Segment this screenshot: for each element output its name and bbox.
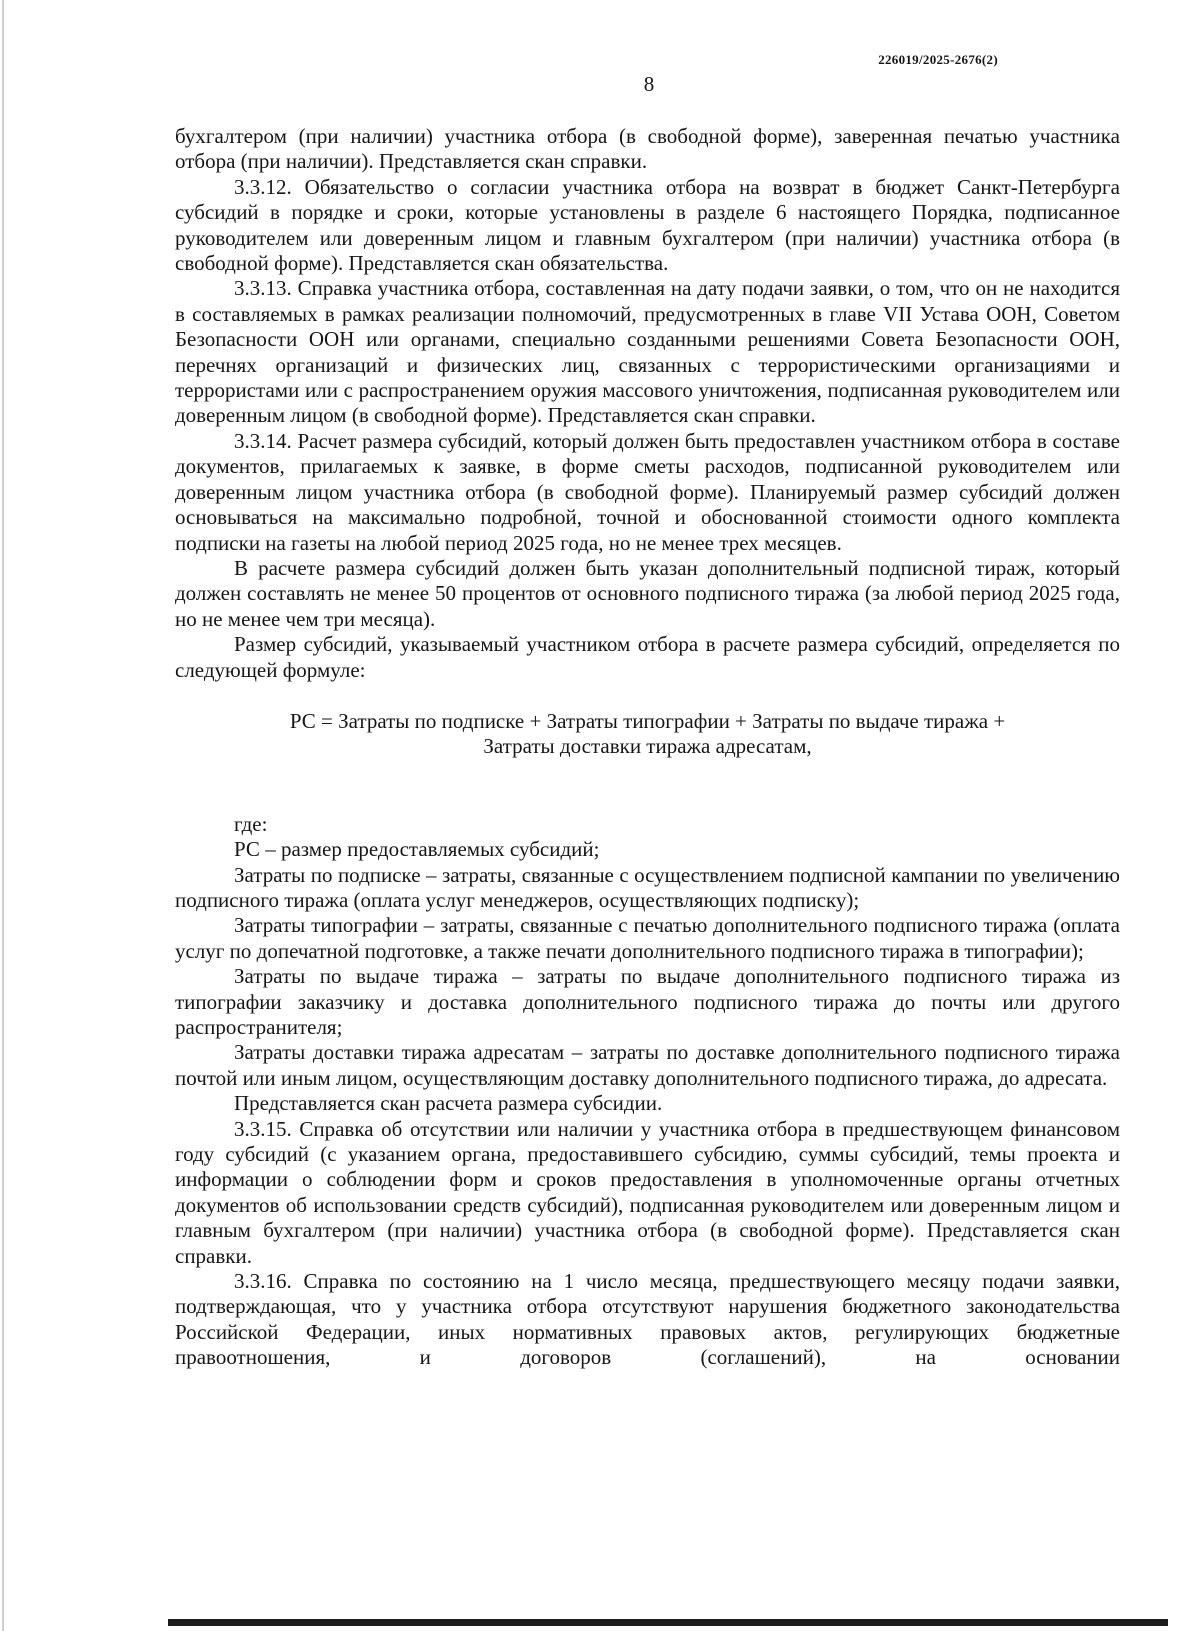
- subsidy-formula: [175, 709, 1120, 760]
- scan-bottom-border: [168, 1619, 1168, 1626]
- paragraph-3-3-13: 3.3.13. Справка участника отбора, составленная на дату подачи заявки, о том, что он не находится в составляемых в рамках реализации полномочий, предусмотренных в главе VII Устава ООН, Советом Безопасности ООН или органами, специально созданными решениями Совета Безопасности ООН, перечнях организаций и физических лиц, связанных с террористическими организациями и террористами или с распространением оружия массового уничтожения, подписанная руководителем или доверенным лицом (в свободной форме). Представляется скан справки.: [175, 276, 1120, 428]
- document-body: [175, 124, 1120, 1371]
- paragraph-3-3-12: 3.3.12. Обязательство о согласии участника отбора на возврат в бюджет Санкт-Петербурга субсидий в порядке и сроки, которые установлены в разделе 6 настоящего Порядка, подписанное руководителем или доверенным лицом и главным бухгалтером (при наличии) участника отбора (в свободной форме). Представляется скан обязательства.: [175, 174, 1120, 276]
- paragraph-3-3-14: 3.3.14. Расчет размера субсидий, который должен быть предоставлен участником отбора в составе документов, прилагаемых к заявке, в форме сметы расходов, подписанной руководителем или доверенным лицом участника отбора (в свободной форме). Планируемый размер субсидий должен основываться на максимально подробной, точной и обоснованной стоимости одного комплекта подписки на газеты на любой период 2025 года, но не менее трех месяцев.: [175, 428, 1120, 555]
- document-registration-number: 226019/2025-2676(2): [878, 52, 998, 67]
- paragraph-additional-circulation: В расчете размера субсидий должен быть указан дополнительный подписной тираж, который должен составлять не менее 50 процентов от основного подписного тиража (за любой период 2025 года, но не менее чем три месяца).: [175, 555, 1120, 631]
- paragraph-3-3-15: 3.3.15. Справка об отсутствии или наличии у участника отбора в предшествующем финансовом году субсидий (с указанием органа, предоставившего субсидию, суммы субсидий, темы проекта и информации о соблюдении форм и сроков предоставления в уполномоченные органы отчетных документов об использовании средств субсидий), подписанная руководителем или доверенным лицом и главным бухгалтером (при наличии) участника отбора (в свободной форме). Представляется скан справки.: [175, 1116, 1120, 1268]
- definition-printing-costs: Затраты типографии – затраты, связанные с печатью дополнительного подписного тиража (оплата услуг по допечатной подготовке, а также печати дополнительного подписного тиража в типографии);: [175, 913, 1120, 963]
- scan-edge-line: [2, 0, 4, 1631]
- paragraph-scan-calculation: Представляется скан расчета размера субсидии.: [234, 1091, 663, 1116]
- paragraph-continuation: бухгалтером (при наличии) участника отбора (в свободной форме), заверенная печатью участника отбора (при наличии). Представляется скан справки.: [175, 124, 1120, 174]
- definition-issue-costs: Затраты по выдаче тиража – затраты по выдаче дополнительного подписного тиража из типографии заказчику и доставка дополнительного подписного тиража до почты или другого распространителя;: [175, 964, 1120, 1039]
- definition-delivery-costs: Затраты доставки тиража адресатам – затраты по доставке дополнительного подписного тиража почтой или иным лицом, осуществляющим доставку дополнительного подписного тиража, до адресата.: [175, 1040, 1120, 1090]
- definition-rs: РС – размер предоставляемых субсидий;: [234, 837, 600, 862]
- definition-subscription-costs: Затраты по подписке – затраты, связанные с осуществлением подписной кампании по увеличению подписного тиража (оплата услуг менеджеров, осуществляющих подписку);: [175, 862, 1120, 912]
- page-number: 8: [643, 72, 655, 96]
- paragraph-where: где:: [234, 811, 268, 836]
- paragraph-formula-intro: Размер субсидий, указываемый участником отбора в расчете размера субсидий, определяется по следующей формуле:: [175, 632, 1120, 682]
- formula-line-1: РС = Затраты по подписке + Затраты типографии + Затраты по выдаче тиража +: [289, 708, 1006, 733]
- paragraph-3-3-16: 3.3.16. Справка по состоянию на 1 число месяца, предшествующего месяцу подачи заявки, подтверждающая, что у участника отбора отсутствуют нарушения бюджетного законодательства Российской Федерации, иных нормативных правовых актов, регулирующих бюджетные правоотношения, и договоров (соглашений), на основании: [175, 1269, 1120, 1370]
- formula-line-2: Затраты доставки тиража адресатам,: [483, 734, 812, 759]
